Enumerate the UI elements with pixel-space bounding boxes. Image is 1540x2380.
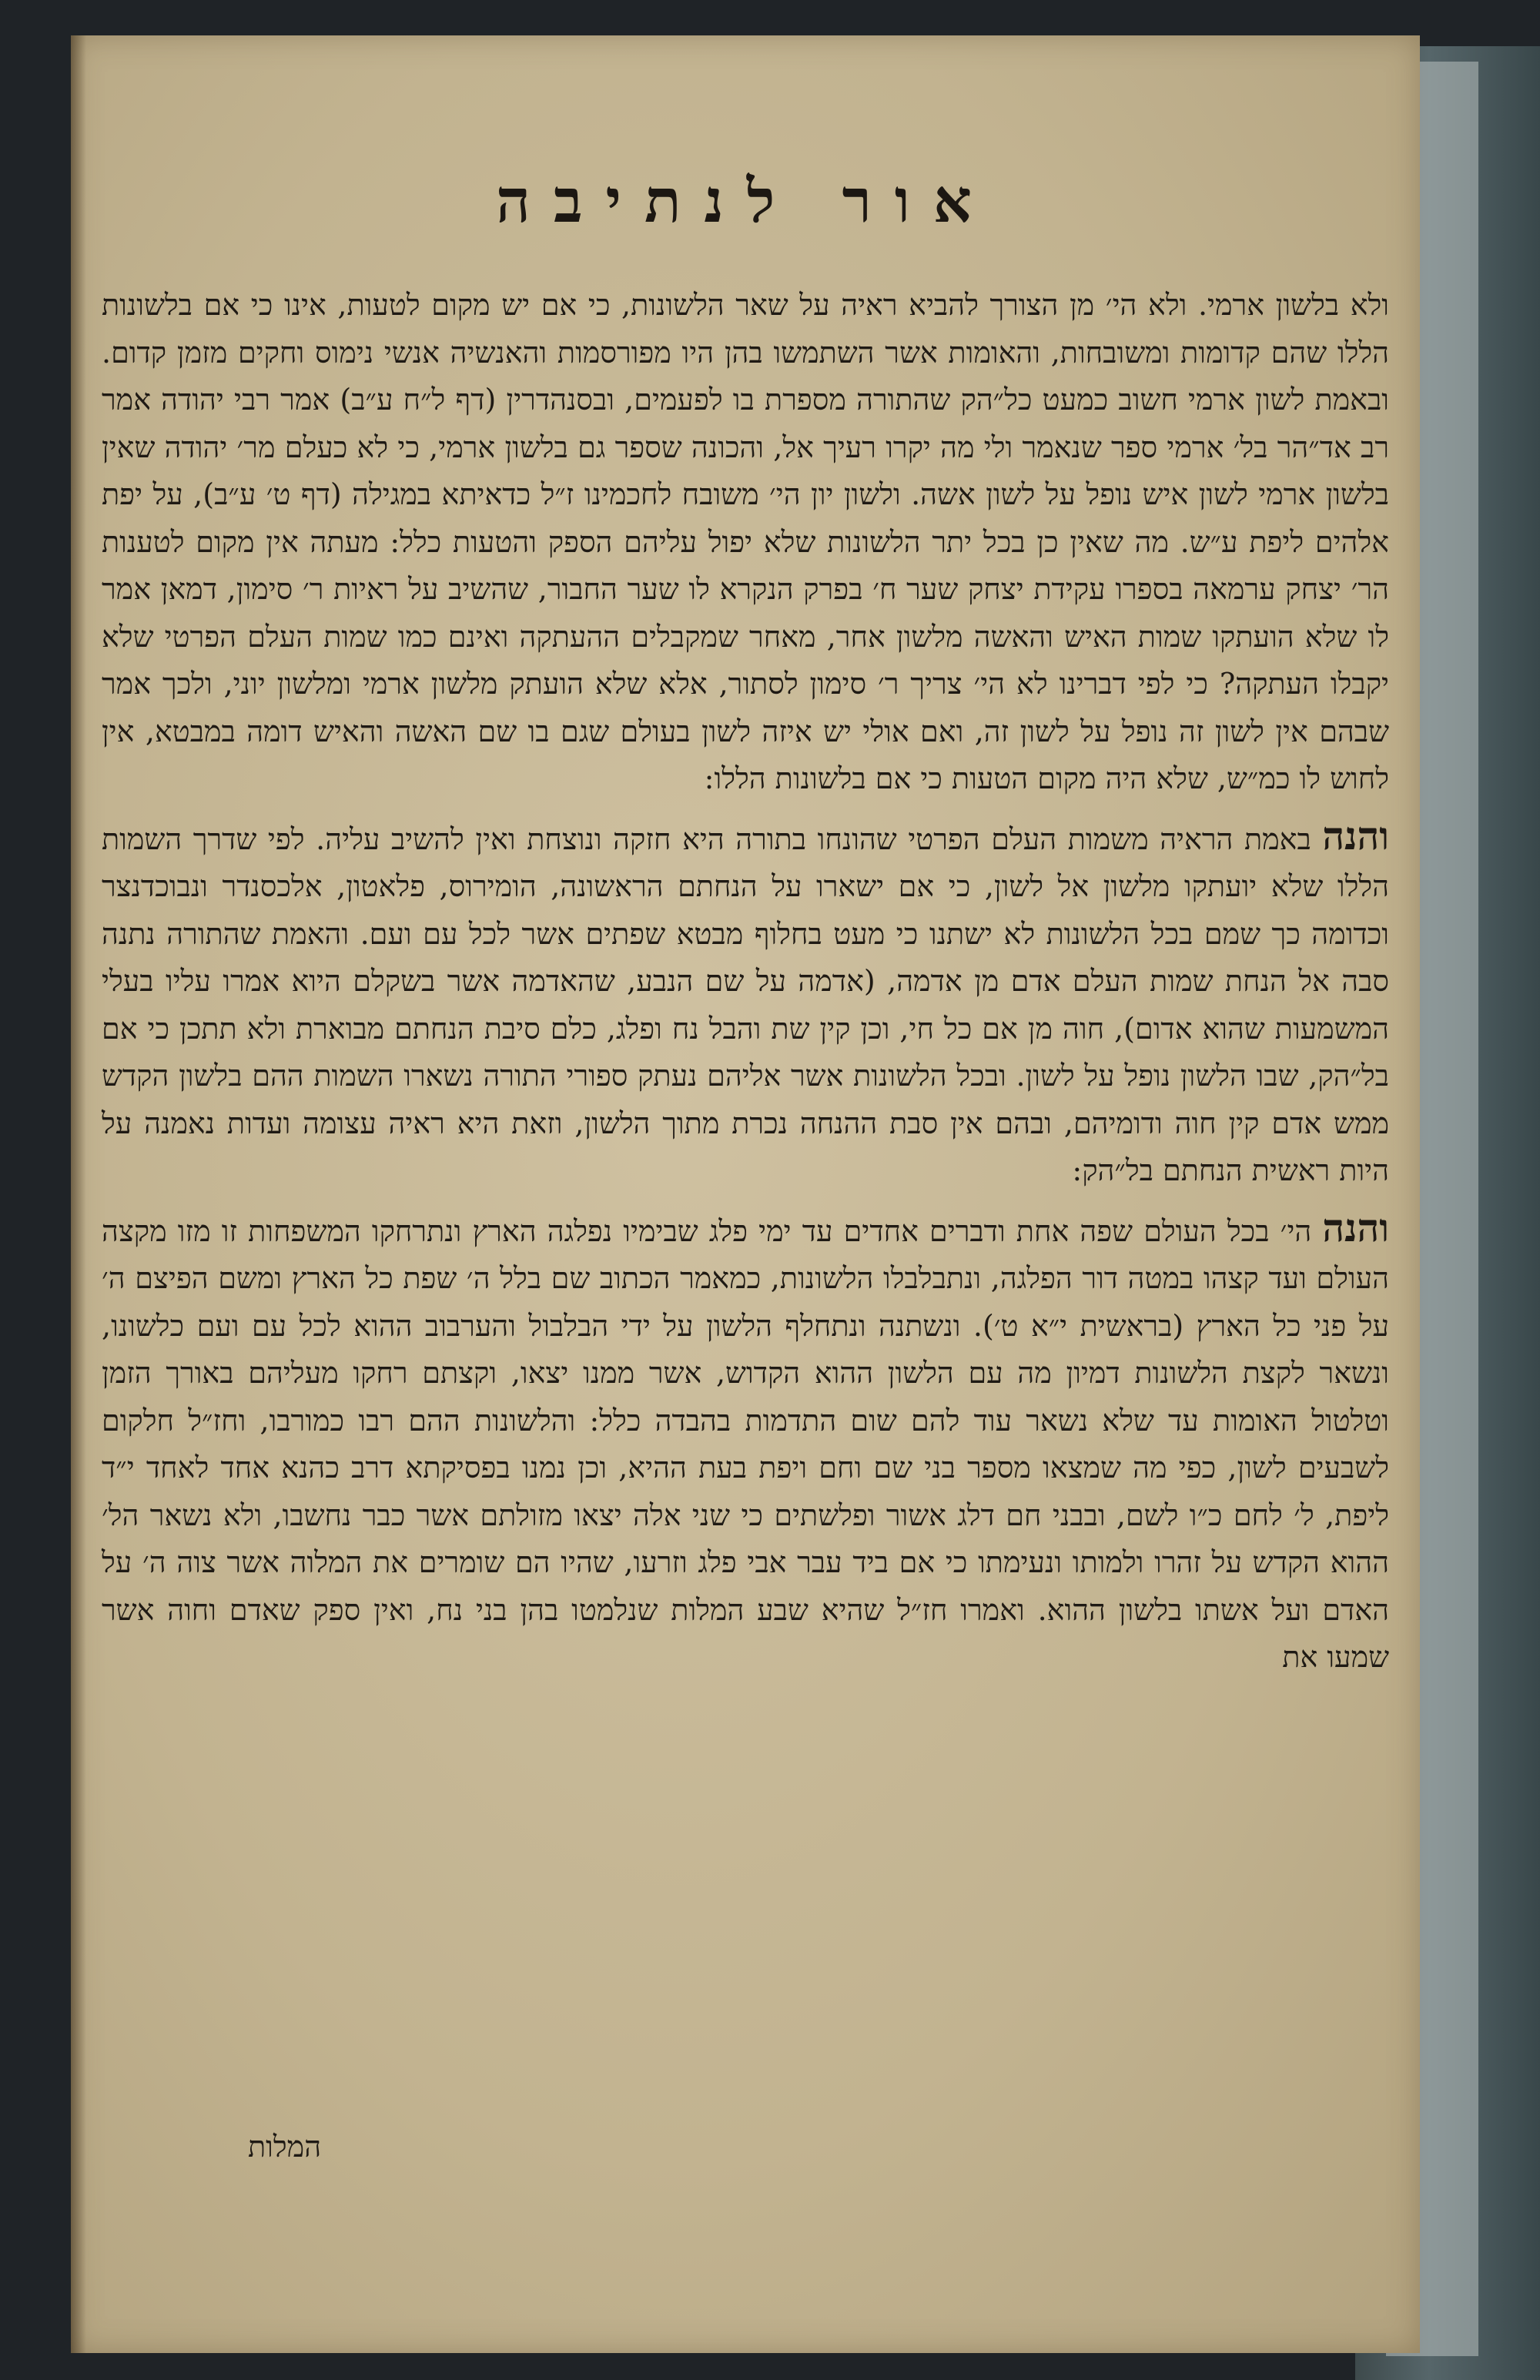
paragraph-1-text: ולא בלשון ארמי. ולא הי׳ מן הצורך להביא ראיה על שאר הלשונות, כי אם יש מקום לטעות, אינו כי אם בלשונות הללו שהם קדומות ומשובחות, והאומות אשר השתמשו בהן היו מפורסמות והאנשיה אנשי נימוס וחקים מזמן קדום. ובאמת לשון ארמי חשוב כמעט כל״הק שהתורה מספרת בו לפעמים, ובסנהדרין (דף ל״ח ע״ב) אמר רבי יהודה אמר רב אד״הר בל׳ ארמי ספר שנאמר ולי מה יקרו רעיך אל, והכונה שספר גם בלשון ארמי, כי לא כעלם מר׳ יהודה שאין בלשון ארמי לשון איש נופל על לשון אשה. ולשון יון הי׳ משובח לחכמינו ז״ל כדאיתא במגילה (דף ט׳ ע״ב), על יפת אלהים ליפת ע״ש. מה שאין כן בכל יתר הלשונות שלא יפול עליהם הספק והטעות כלל: מעתה אין מקום לטענות הר׳ יצחק ערמאה בספרו עקידת יצחק שער ח׳ בפרק הנקרא לו שער החבור, שהשיב על ראיות ר׳ סימון, דמאן אמר לו שלא הועתקו שמות האיש והאשה מלשון אחר, מאחר שמקבלים ההעתקה ואינם כמו שמות העלם הפרטי שלא יקבלו העתקה? כי לפי דברינו לא הי׳ צריך ר׳ סימון לסתור, אלא שלא הועתק מלשון ארמי ומלשון יוני, ולכך אמר שבהם אין לשון זה נופל על לשון זה, ואם אולי יש איזה לשון בעולם שגם בו שם האשה והאיש דומה במבטא, אין לחוש לו כמ״ש, שלא היה מקום הטעות כי אם בלשונות הללו: <box>102 288 1389 795</box>
paragraph-3 <box>102 1204 1389 1682</box>
paragraph-3-lead: והנה <box>1322 1204 1389 1250</box>
paragraph-2-lead: והנה <box>1322 812 1389 859</box>
catchword: המלות <box>248 2130 322 2164</box>
paragraph-2-text: באמת הראיה משמות העלם הפרטי שהונחו בתורה היא חזקה ונוצחת ואין להשיב עליה. לפי שדרך השמות הללו שלא יועתקו מלשון אל לשון, כי אם ישארו על הנחתם הראשונה, הומירוס, פלאטון, אלכסנדר ונבוכדנצר וכדומה כך שמם בכל הלשונות לא ישתנו כי מעט בחלוף מבטא שפתים אשר לכל עם ועם. והאמת שהתורה נתנה סבה אל הנחת שמות העלם אדם מן אדמה, (אדמה על שם הנבע, שהאדמה אשר בשקלם היוא אמרו עליו בעלי המשמעות שהוא אדום), חוה מן אם כל חי, וכן קין שת והבל נח ופלג, כלם סיבת הנחתם מבוארת ולא תתכן כי אם בל״הק, שבו הלשון נופל על לשון. ובכל הלשונות אשר אליהם נעתק ספורי התורה נשארו השמות ההם בלשון הקדש ממש אדם קין חוה ודומיהם, ובהם אין סבת ההנחה נכרת מתוך הלשון, וזאת היא ראיה עצומה ועדות נאמנה על היות ראשית הנחתם בל״הק: <box>102 822 1389 1187</box>
page-gutter-shadow <box>71 35 86 2353</box>
paragraph-1 <box>102 282 1389 803</box>
book-page <box>71 35 1420 2353</box>
page-body <box>102 282 1389 1682</box>
paragraph-3-text: הי׳ בכל העולם שפה אחת ודברים אחדים עד ימי פלג שבימיו נפלגה הארץ ונתרחקו המשפחות זו מזו מקצה העולם ועד קצהו במטה דור הפלגה, ונתבלבלו הלשונות, כמאמר הכתוב שם בלל ה׳ שפת כל הארץ ומשם הפיצם ה׳ על פני כל הארץ (בראשית י״א ט׳). ונשתנה ונתחלף הלשון על ידי הבלבול והערבוב ההוא לכל עם ועם כלשונו, ונשאר לקצת הלשונות דמיון מה עם הלשון ההוא הקדוש, אשר ממנו יצאו, וקצתם רחקו מעליהם באורך הזמן וטלטול האומות עד שלא נשאר עוד להם שום התדמות בהבדה כלל: והלשונות ההם רבו כמורבו, וחז״ל חלקום לשבעים לשון, כפי מה שמצאו מספר בני שם וחם ויפת בעת ההיא, וכן נמנו בפסיקתא דרב כהנא אחד לאחד י״ד ליפת, ל׳ לחם כ״ו לשם, ובבני חם דלג אשור ופלשתים כי שני אלה יצאו מזולתם אשר כבר נחשבו, ולא נשאר הל׳ ההוא הקדש על זהרו ולמותו ונעימתו כי אם ביד עבר אבי פלג וזרעו, שהיו הם שומרים את המלוה אשר צוה ה׳ על האדם ועל אשתו בלשון ההוא. ואמרו חז״ל שהיא שבע המלות שנלמטו בהן בני נח, ואין ספק שאדם וחוה אשר שמעו את <box>102 1213 1389 1674</box>
paragraph-2 <box>102 812 1389 1195</box>
running-header: אור לנתיבה <box>496 166 995 236</box>
